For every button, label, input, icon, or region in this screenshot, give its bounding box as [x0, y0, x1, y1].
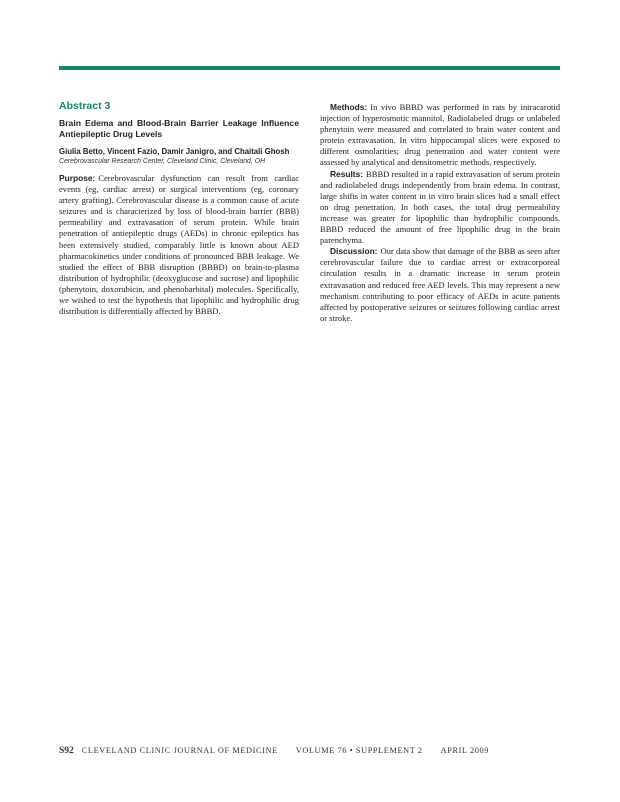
purpose-heading: Purpose: — [59, 173, 96, 183]
results-text: BBBD resulted in a rapid extravasation of serum protein and radiolabeled drugs independently from brain edema. In contrast, large shifts in water content in in vitro brain slices had a small effect on drug penetration. In both cases, the total drug permeability increase was greater for lipophilic than hydrophilic compounds. BBBD reduced the amount of free lipophilic drug in the brain parenchyma. — [320, 168, 560, 246]
journal-name: CLEVELAND CLINIC JOURNAL OF MEDICINE — [81, 746, 278, 755]
methods-heading: Methods: — [330, 102, 368, 112]
methods-paragraph — [320, 102, 560, 169]
page-footer — [59, 746, 560, 756]
volume-info: VOLUME 76 • SUPPLEMENT 2 — [295, 746, 423, 755]
purpose-paragraph — [59, 173, 299, 317]
issue-date: APRIL 2009 — [440, 746, 489, 755]
right-column — [320, 102, 560, 324]
affiliation: Cerebrovascular Research Center, Cleveland Clinic, Cleveland, OH — [59, 158, 266, 165]
results-paragraph — [320, 169, 560, 247]
page-number: S92 — [59, 746, 74, 756]
discussion-paragraph — [320, 246, 560, 324]
purpose-text: Cerebrovascular dysfunction can result from cardiac events (eg, cardiac arrest) or surgical interventions (eg, coronary artery grafting). Cerebrovascular disease is a common cause of acute seizures and is characterized by loss of blood-brain barrier (BBB) permeability and extravasation of serum protein. While brain penetration of antiepileptic drugs (AEDs) in chronic epileptics has been extensively studied, comparably little is known about AED pharmacokinetics under conditions of pronounced BBB leakage. We studied the effect of BBB disruption (BBBD) on brain-to-plasma distribution of hydrophilic (deoxyglucose and sucrose) and lipophilic (phenytoin, doxorubicin, and phenobarbital) molecules. Specifically, we wished to test the hypothesis that lipophilic and hydrophilic drug distribution is differentially affected by BBBD. — [59, 173, 299, 317]
discussion-heading: Discussion: — [330, 246, 378, 257]
article-title: Brain Edema and Blood-Brain Barrier Leakage Influence Antiepileptic Drug Levels — [59, 118, 299, 139]
abstract-label: Abstract 3 — [59, 100, 111, 112]
discussion-text: Our data show that damage of the BBB as seen after cerebrovascular failure due to cardiac arrest or extracorporeal circulation results in a dramatic increase in serum protein extravasation and reduced free AED levels. This may represent a new mechanism contributing to poor efficacy of AEDs in acute patients affected by postoperative seizures or seizures following cardiac arrest or stroke. — [320, 246, 560, 323]
methods-text: In vivo BBBD was performed in rats by intracarotid injection of hyperosmotic mannitol. Radiolabeled drugs or unlabeled phenytoin were measured and correlated to brain water content and protein extravasation. In vitro hippocampal slices were exposed to different osmolarities; drug penetration and water content were assessed by analytical and densitometric methods, respectively. — [320, 102, 560, 168]
left-column — [59, 100, 299, 317]
authors: Giulia Betto, Vincent Fazio, Damir Janigro, and Chaitali Ghosh — [59, 147, 290, 156]
results-heading: Results: — [330, 168, 364, 179]
header-rule — [59, 66, 560, 70]
